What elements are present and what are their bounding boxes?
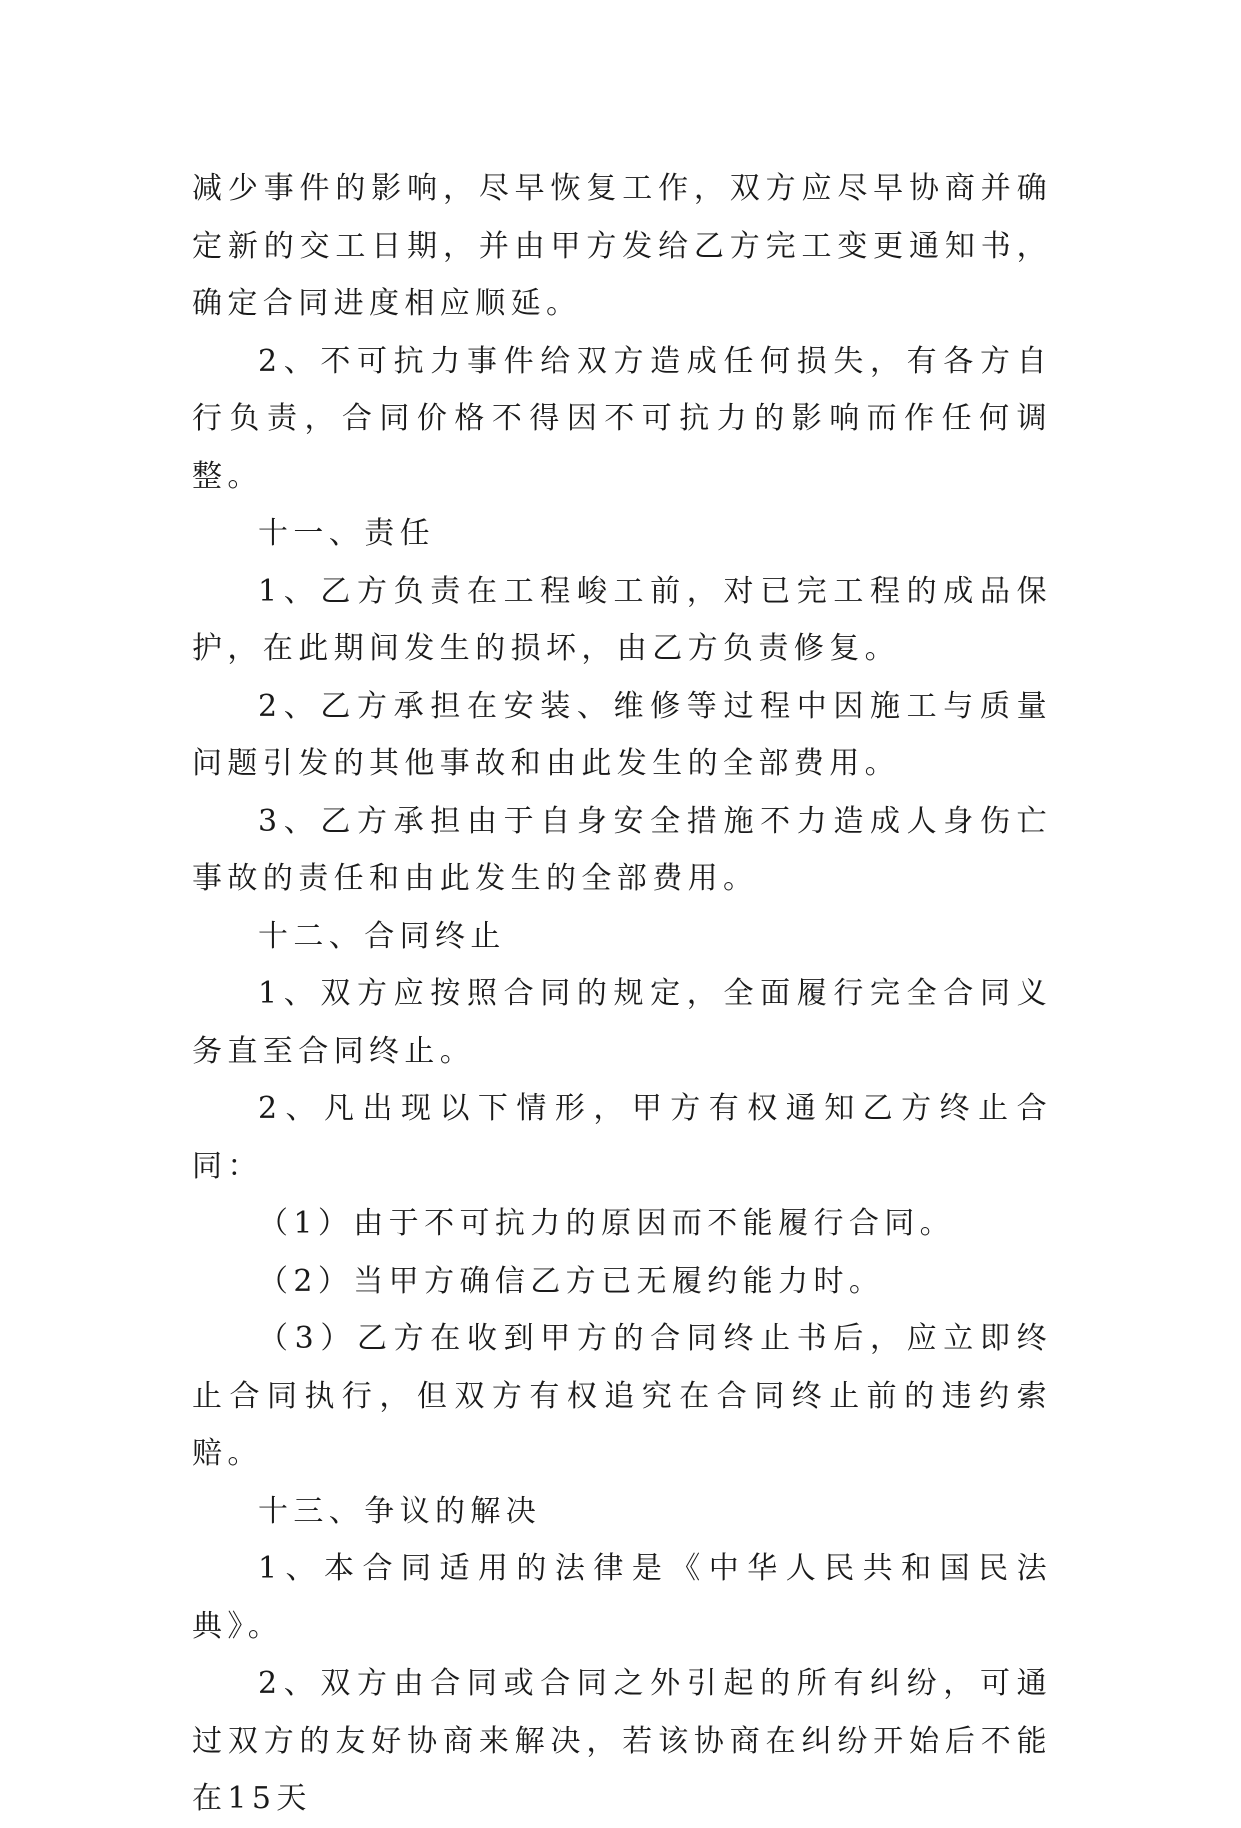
paragraph-responsibility-2: 2、乙方承担在安装、维修等过程中因施工与质量问题引发的其他事故和由此发生的全部费用。: [192, 688, 1052, 781]
paragraph-responsibility-3: 3、乙方承担由于自身安全措施不力造成人身伤亡事故的责任和由此发生的全部费用。: [192, 803, 1052, 896]
section-heading-responsibility: 十一、责任: [258, 516, 435, 551]
paragraph-termination-item-3: （3）乙方在收到甲方的合同终止书后，应立即终止合同执行，但双方有权追究在合同终止前的违约索赔。: [192, 1321, 1052, 1471]
paragraph-dispute-2: 2、双方由合同或合同之外引起的所有纠纷，可通过双方的友好协商来解决，若该协商在纠纷开始后不能在15天: [192, 1666, 1052, 1816]
section-heading-termination: 十二、合同终止: [258, 918, 506, 954]
paragraph-continuation: 减少事件的影响，尽早恢复工作，双方应尽早协商并确定新的交工日期，并由甲方发给乙方完工变更通知书，确定合同进度相应顺延。: [192, 171, 1052, 321]
paragraph-termination-2: 2、凡出现以下情形，甲方有权通知乙方终止合同：: [192, 1091, 1052, 1184]
paragraph-force-majeure-losses: 2、不可抗力事件给双方造成任何损失，有各方自行负责，合同价格不得因不可抗力的影响而作任何调整。: [192, 343, 1052, 494]
paragraph-dispute-1: 1、本合同适用的法律是《中华人民共和国民法典》。: [192, 1551, 1052, 1644]
paragraph-responsibility-1: 1、乙方负责在工程峻工前，对已完工程的成品保护，在此期间发生的损坏，由乙方负责修复。: [192, 573, 1052, 666]
section-heading-dispute-resolution: 十三、争议的解决: [258, 1493, 542, 1529]
paragraph-termination-item-1: （1）由于不可抗力的原因而不能履行合同。: [258, 1206, 956, 1241]
document-body: [192, 160, 1052, 1828]
paragraph-termination-1: 1、双方应按照合同的规定，全面履行完全合同义务直至合同终止。: [192, 976, 1052, 1069]
paragraph-termination-item-2: （2）当甲方确信乙方已无履约能力时。: [258, 1263, 885, 1299]
